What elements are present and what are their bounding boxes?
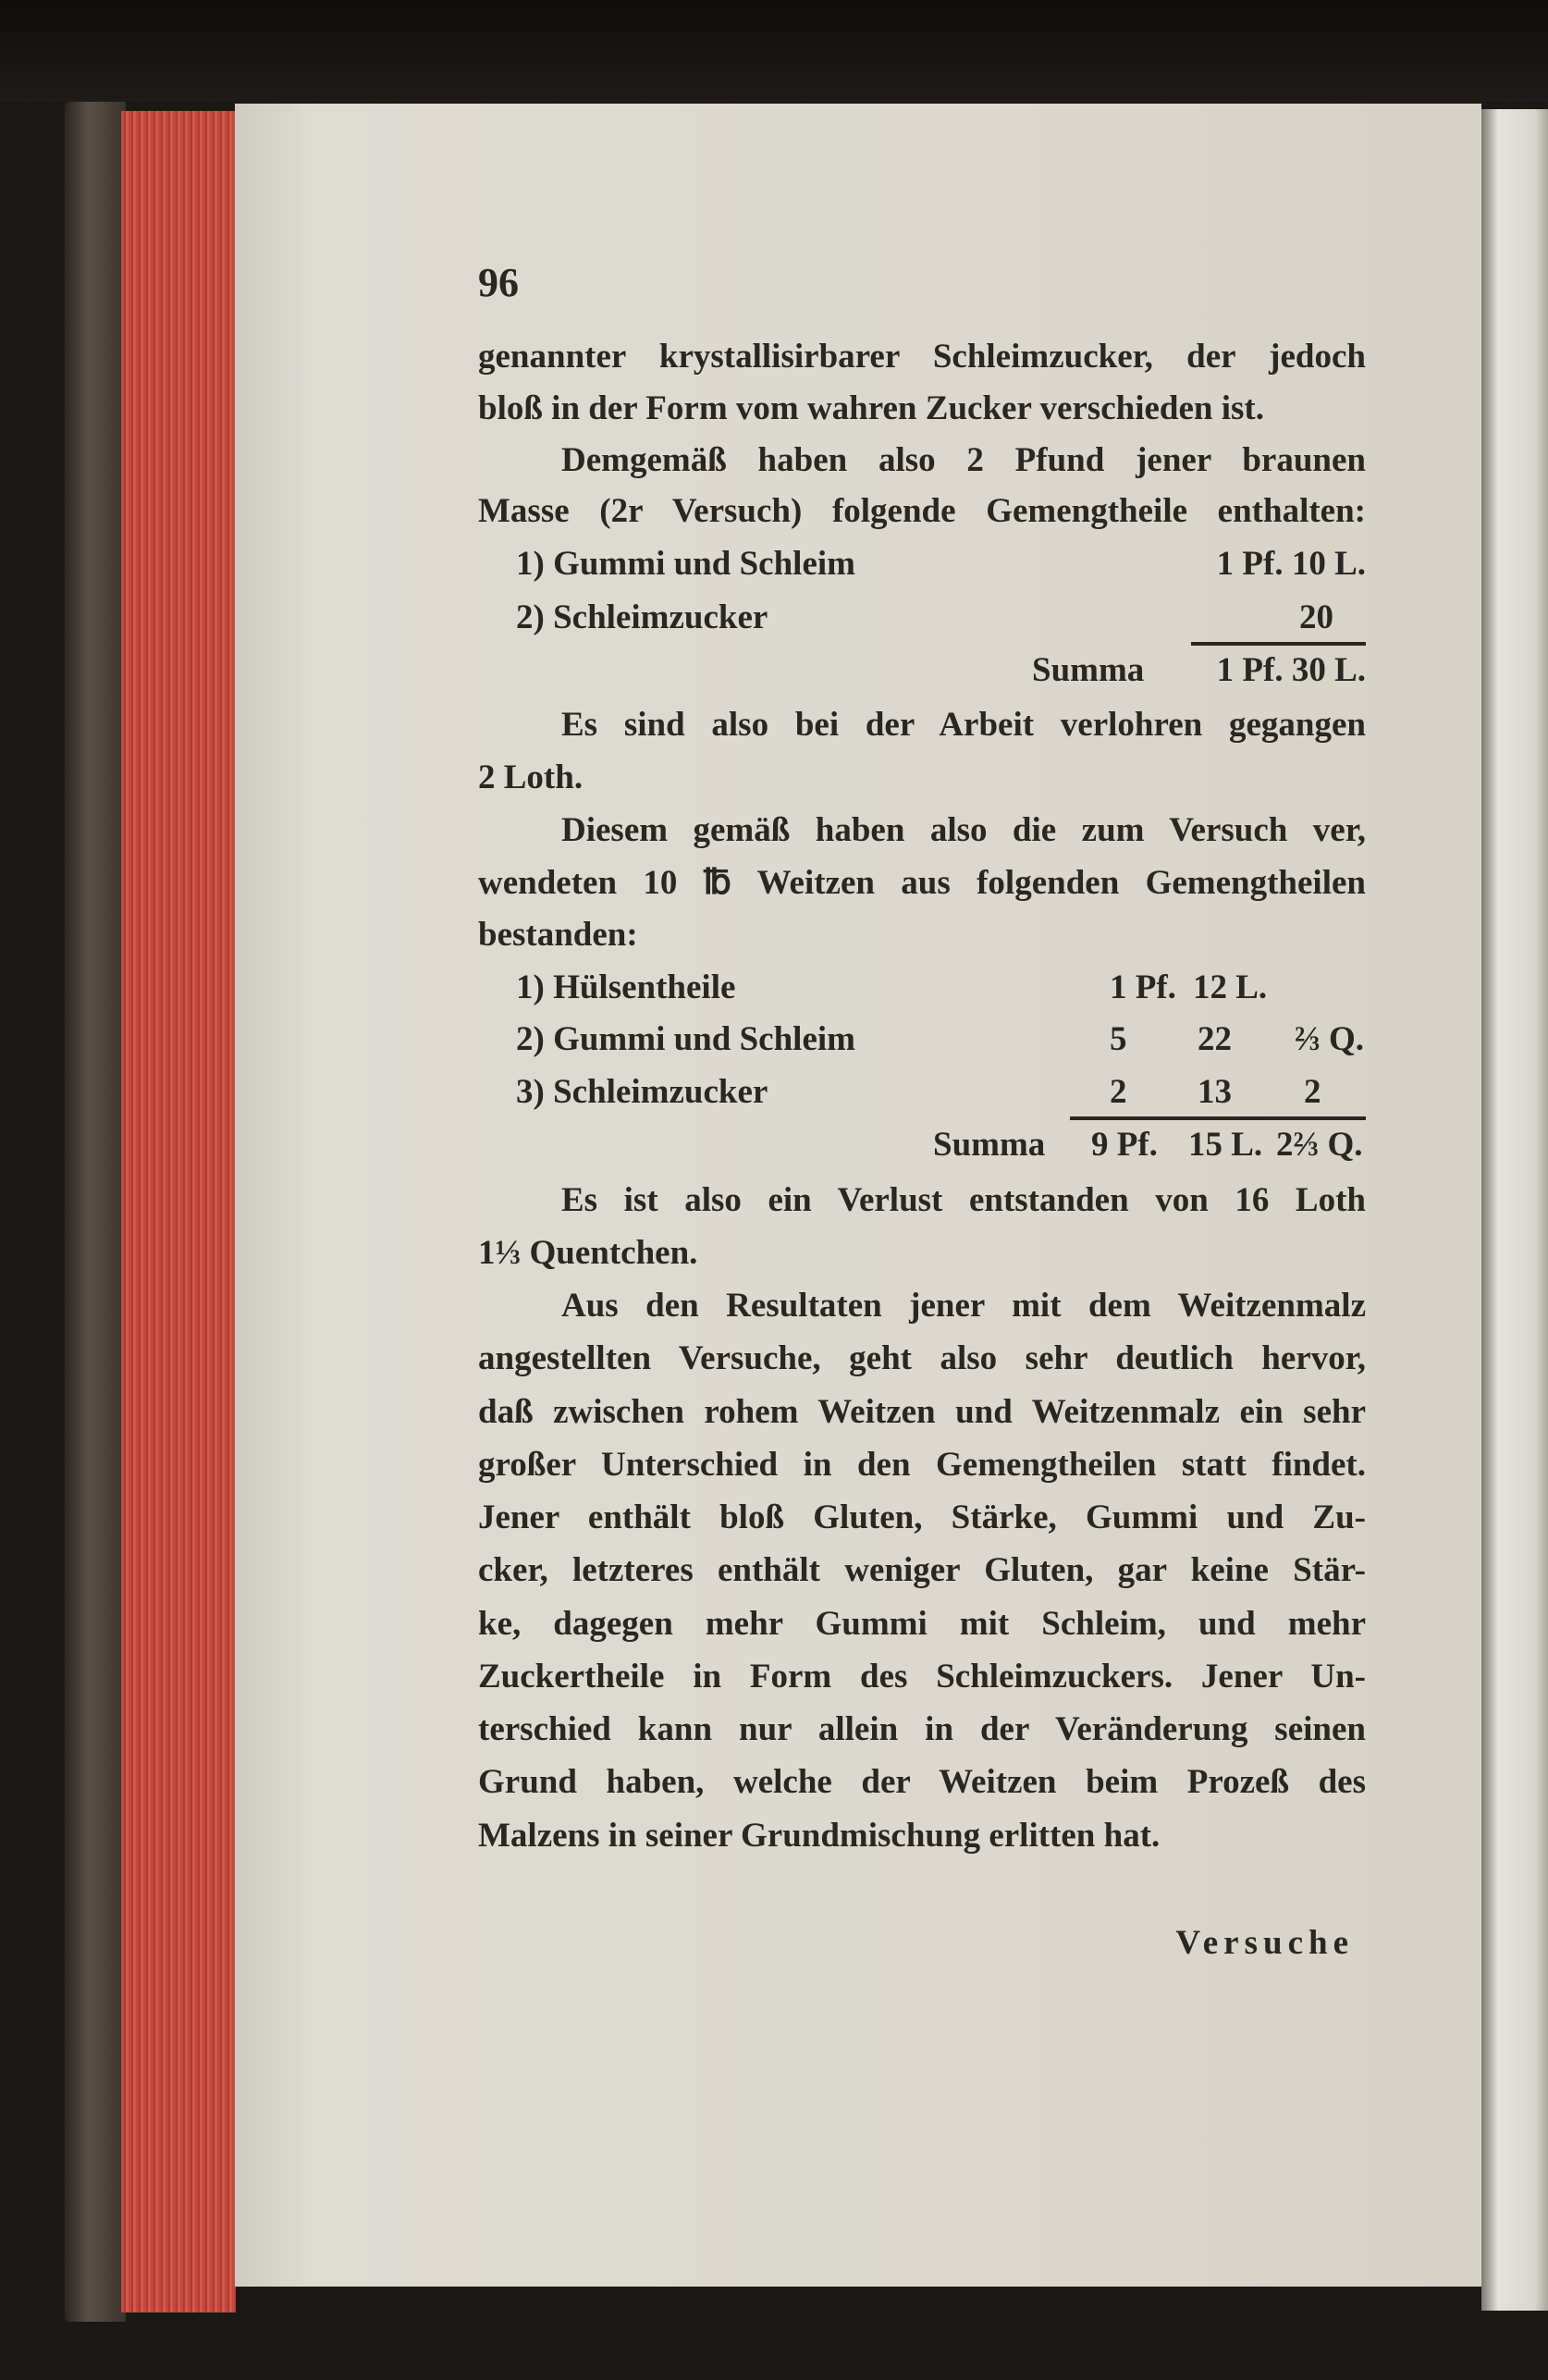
- table1-sum-value: 1 Pf. 30 L.: [1216, 651, 1366, 689]
- table2-l: 22: [1198, 1020, 1232, 1058]
- table2-row-label: 2) Gummi und Schleim: [516, 1020, 855, 1058]
- page-number: 96: [478, 260, 519, 305]
- text-line: Malzens in seiner Grundmischung erlitten hat.: [478, 1817, 1161, 1855]
- text-line: Masse (2r Versuch) folgende Gemengtheile enthalten:: [478, 492, 1366, 530]
- text-line: großer Unterschied in den Gemengtheilen statt findet.: [478, 1446, 1366, 1484]
- table1-row-value: 1 Pf. 10 L.: [1216, 545, 1366, 583]
- text-line: 1⅓ Quentchen.: [478, 1234, 698, 1272]
- text-line: Zuckertheile in Form des Schleimzuckers. Jener Un-: [478, 1658, 1366, 1696]
- table1-row-value: 20: [1299, 598, 1333, 636]
- table2-pf: 2: [1110, 1073, 1127, 1111]
- book-cover-edge: [65, 102, 126, 2322]
- table2-q: ⅔ Q.: [1295, 1020, 1365, 1058]
- text-line: bloß in der Form vom wahren Zucker verschieden ist.: [478, 389, 1264, 427]
- text-line: ke, dagegen mehr Gummi mit Schleim, und mehr: [478, 1605, 1366, 1643]
- text-line: Es ist also ein Verlust entstanden von 16 Loth: [561, 1181, 1366, 1219]
- table1-row-label: 1) Gummi und Schleim: [516, 545, 855, 583]
- catchword: Versuche: [1175, 1924, 1354, 1962]
- table2-row-label: 3) Schleimzucker: [516, 1073, 768, 1111]
- text-line: Es sind also bei der Arbeit verlohren gegangen: [561, 706, 1366, 744]
- table2-row-label: 1) Hülsentheile: [516, 968, 736, 1006]
- text-line: angestellten Versuche, geht also sehr deutlich hervor,: [478, 1339, 1366, 1377]
- table2-sum-pf: 9 Pf.: [1091, 1126, 1158, 1164]
- text-line: Jener enthält bloß Gluten, Stärke, Gummi und Zu-: [478, 1498, 1366, 1536]
- facing-page-edge: [1481, 109, 1548, 2311]
- table2-sum-l: 15 L.: [1188, 1126, 1263, 1164]
- table2-sum-label: Summa: [933, 1126, 1046, 1164]
- text-line: Demgemäß haben also 2 Pfund jener braunen: [561, 441, 1366, 479]
- table2-sum-q: 2⅔ Q.: [1276, 1126, 1363, 1164]
- text-line: genannter krystallisirbarer Schleimzucker, der jedoch: [478, 338, 1366, 376]
- table2-l: 13: [1198, 1073, 1232, 1111]
- text-line: Aus den Resultaten jener mit dem Weitzenmalz: [561, 1287, 1366, 1325]
- table2-l: 12 L.: [1193, 968, 1268, 1006]
- text-line: bestanden:: [478, 916, 638, 954]
- table2-pf: 5: [1110, 1020, 1127, 1058]
- text-line: terschied kann nur allein in der Veränderung seinen: [478, 1710, 1366, 1748]
- text-line: Diesem gemäß haben also die zum Versuch ver,: [561, 811, 1366, 849]
- table2-q: 2: [1304, 1073, 1321, 1111]
- scan-background: [0, 0, 1548, 102]
- text-line: cker, letzteres enthält weniger Gluten, gar keine Stär-: [478, 1551, 1366, 1589]
- text-line: Grund haben, welche der Weitzen beim Prozeß des: [478, 1763, 1366, 1801]
- table2-pf: 1 Pf.: [1110, 968, 1176, 1006]
- text-line: daß zwischen rohem Weitzen und Weitzenmalz ein sehr: [478, 1393, 1366, 1431]
- text-line: wendeten 10 ℔ Weitzen aus folgenden Gemengtheilen: [478, 864, 1366, 902]
- table1-sum-label: Summa: [1032, 651, 1145, 689]
- text-line: 2 Loth.: [478, 758, 584, 796]
- table1-row-label: 2) Schleimzucker: [516, 598, 768, 636]
- red-page-edges: [121, 111, 236, 2312]
